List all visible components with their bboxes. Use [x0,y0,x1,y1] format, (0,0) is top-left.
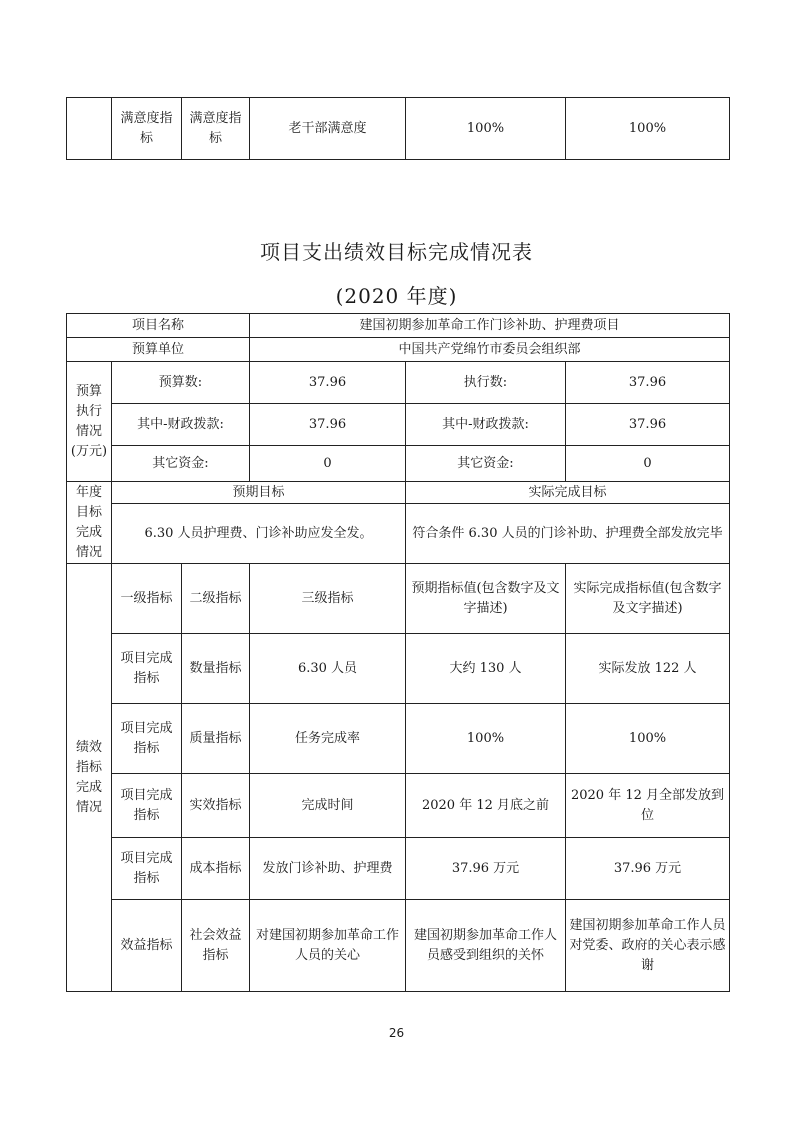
project-name-value: 建国初期参加革命工作门诊补助、护理费项目 [250,314,730,338]
satisfaction-actual: 100% [566,98,730,160]
table-row [67,634,730,704]
row-actual: 2020 年 12 月全部发放到位 [566,774,730,838]
row-l2: 质量指标 [182,704,250,774]
row-expected: 2020 年 12 月底之前 [406,774,566,838]
table-row [67,482,730,504]
other-value: 0 [250,446,406,482]
budget-label: 预算数: [112,362,250,404]
row-l2: 实效指标 [182,774,250,838]
table-row [67,504,730,564]
empty-cell [67,98,112,160]
exec-value: 37.96 [566,362,730,404]
header-actual: 实际完成指标值(包含数字及文字描述) [566,564,730,634]
project-name-label: 项目名称 [67,314,250,338]
table-row [67,446,730,482]
table-row [67,704,730,774]
budget-unit-value: 中国共产党绵竹市委员会组织部 [250,338,730,362]
table-row [67,564,730,634]
exec-label: 执行数: [406,362,566,404]
performance-table [66,313,730,992]
row-l3: 6.30 人员 [250,634,406,704]
header-l3: 三级指标 [250,564,406,634]
annual-section-label: 年度目标完成情况 [67,482,112,564]
other-label: 其它资金: [112,446,250,482]
performance-section-label: 绩效指标完成情况 [67,564,112,992]
page-subtitle: (2020 年度) [335,284,458,308]
row-actual: 建国初期参加革命工作人员对党委、政府的关心表示感谢 [566,900,730,992]
budget-value: 37.96 [250,362,406,404]
satisfaction-expected: 100% [406,98,566,160]
satisfaction-l3: 老干部满意度 [250,98,406,160]
row-expected: 大约 130 人 [406,634,566,704]
header-l1: 一级指标 [112,564,182,634]
actual-goal-header: 实际完成目标 [406,482,730,504]
table-row [67,314,730,338]
row-l1: 项目完成指标 [112,774,182,838]
fiscal-label: 其中-财政拨款: [112,404,250,446]
page-title: 项目支出绩效目标完成情况表 [260,240,533,264]
row-expected: 建国初期参加革命工作人员感受到组织的关怀 [406,900,566,992]
table-row [67,404,730,446]
row-l1: 项目完成指标 [112,704,182,774]
table-row [67,338,730,362]
table-row [67,98,730,160]
table-row [67,900,730,992]
row-expected: 37.96 万元 [406,838,566,900]
row-l3: 发放门诊补助、护理费 [250,838,406,900]
row-expected: 100% [406,704,566,774]
page-number: 26 [388,1026,405,1040]
row-l2: 成本指标 [182,838,250,900]
header-expected: 预期指标值(包含数字及文字描述) [406,564,566,634]
row-l1: 项目完成指标 [112,838,182,900]
row-l1: 项目完成指标 [112,634,182,704]
table-row [67,774,730,838]
budget-unit-label: 预算单位 [67,338,250,362]
row-l3: 任务完成率 [250,704,406,774]
table-row [67,362,730,404]
fiscal-exec-label: 其中-财政拨款: [406,404,566,446]
other-exec-value: 0 [566,446,730,482]
expected-goal-header: 预期目标 [112,482,406,504]
fiscal-value: 37.96 [250,404,406,446]
fiscal-exec-value: 37.96 [566,404,730,446]
expected-goal-text: 6.30 人员护理费、门诊补助应发全发。 [112,504,406,564]
row-l3: 对建国初期参加革命工作人员的关心 [250,900,406,992]
other-exec-label: 其它资金: [406,446,566,482]
row-l2: 数量指标 [182,634,250,704]
table-row [67,838,730,900]
budget-section-label: 预算执行情况(万元) [67,362,112,482]
row-l3: 完成时间 [250,774,406,838]
row-l2: 社会效益指标 [182,900,250,992]
satisfaction-table [66,97,730,160]
header-l2: 二级指标 [182,564,250,634]
satisfaction-l2: 满意度指标 [182,98,250,160]
row-actual: 100% [566,704,730,774]
satisfaction-l1: 满意度指标 [112,98,182,160]
row-l1: 效益指标 [112,900,182,992]
row-actual: 37.96 万元 [566,838,730,900]
row-actual: 实际发放 122 人 [566,634,730,704]
actual-goal-text: 符合条件 6.30 人员的门诊补助、护理费全部发放完毕 [406,504,730,564]
